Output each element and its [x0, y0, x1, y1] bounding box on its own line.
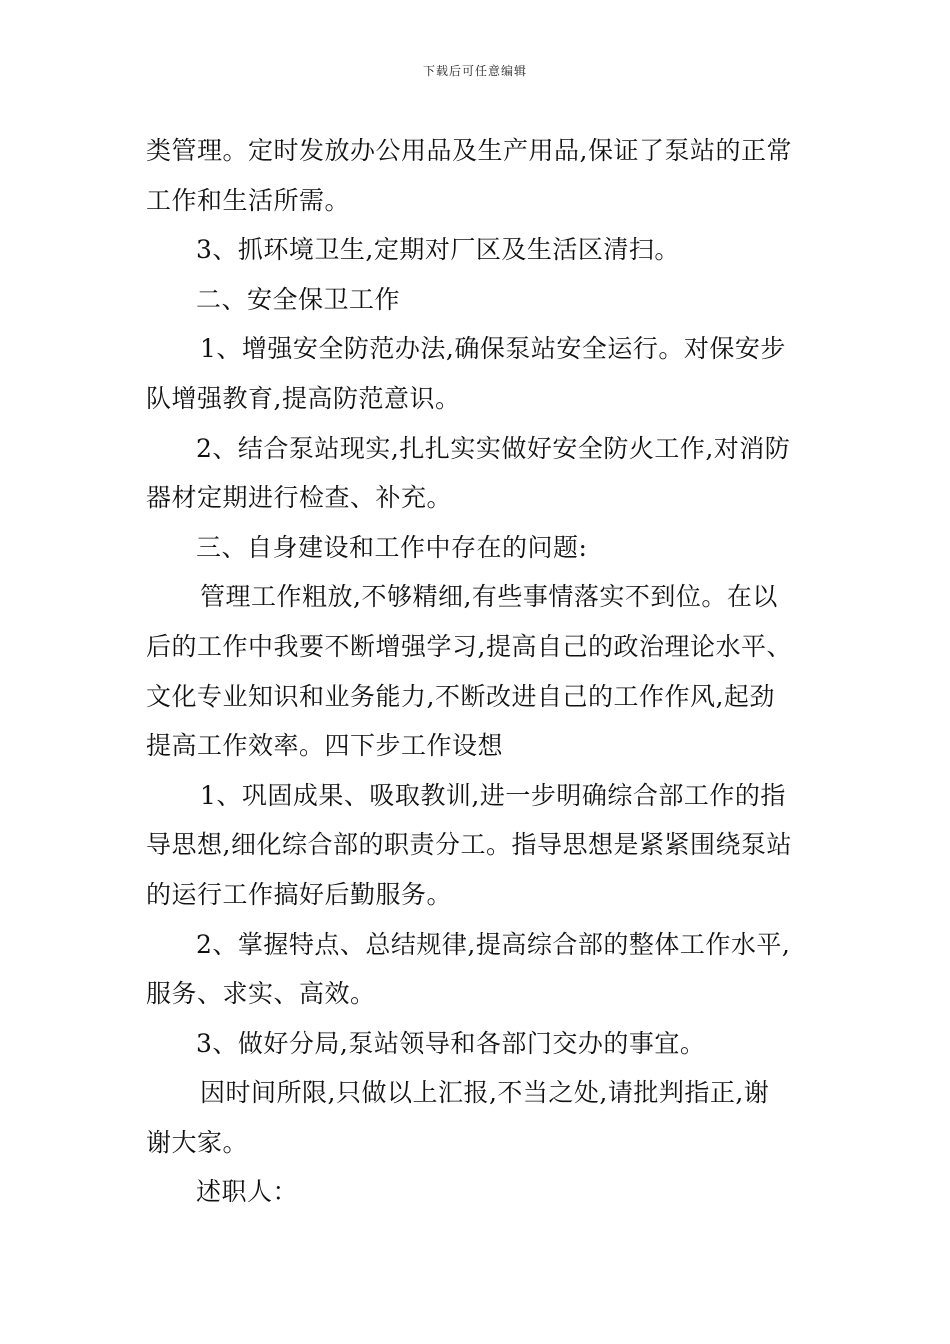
- text-line: 提高工作效率。四下步工作设想: [146, 731, 504, 761]
- text-line: 3、做好分局,泵站领导和各部门交办的事宜。: [196, 1028, 706, 1058]
- text-line: 器材定期进行检查、补充。: [146, 483, 453, 513]
- text-line: 因时间所限,只做以上汇报,不当之处,请批判指正,谢: [200, 1078, 770, 1108]
- text-line: 3、抓环境卫生,定期对厂区及生活区清扫。: [196, 235, 680, 265]
- text-line: 文化专业知识和业务能力,不断改进自己的工作作风,起劲: [146, 681, 775, 711]
- text-line: 服务、求实、高效。: [146, 979, 376, 1009]
- section-heading: 二、安全保卫工作: [196, 284, 401, 314]
- signature-label: 述职人：: [196, 1177, 299, 1207]
- document-body: [146, 126, 811, 1217]
- text-line: 管理工作粗放,不够精细,有些事情落实不到位。在以: [200, 582, 778, 612]
- text-line: 工作和生活所需。: [146, 185, 351, 215]
- text-line: 2、结合泵站现实,扎扎实实做好安全防火工作,对消防: [196, 433, 791, 463]
- text-line: 类管理。定时发放办公用品及生产用品,保证了泵站的正常: [146, 136, 792, 165]
- section-heading: 三、自身建设和工作中存在的问题:: [196, 532, 588, 562]
- text-line: 1、增强安全防范办法,确保泵站安全运行。对保安步: [200, 334, 786, 364]
- page-header: 下载后可任意编辑: [422, 64, 527, 78]
- text-line: 导思想,细化综合部的职责分工。指导思想是紧紧围绕泵站: [146, 830, 792, 860]
- text-line: 后的工作中我要不断增强学习,提高自己的政治理论水平、: [146, 631, 792, 661]
- text-line: 队增强教育,提高防范意识。: [146, 383, 461, 413]
- text-line: 2、掌握特点、总结规律,提高综合部的整体工作水平,: [196, 929, 791, 959]
- text-line: 谢大家。: [146, 1127, 249, 1157]
- text-line: 的运行工作搞好后勤服务。: [146, 879, 453, 909]
- text-line: 1、巩固成果、吸取教训,进一步明确综合部工作的指: [200, 780, 786, 810]
